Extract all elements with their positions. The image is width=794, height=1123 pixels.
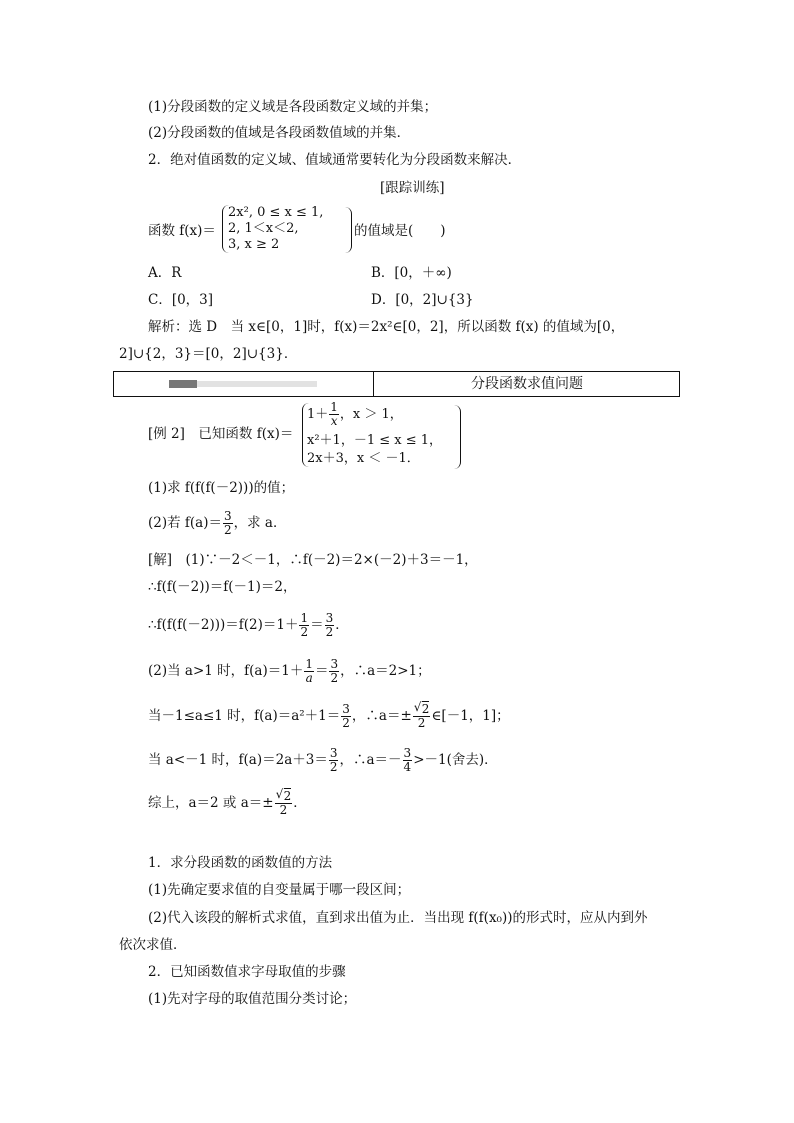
solution-line-7	[148, 790, 307, 817]
q2-suffix: ，求 a．	[233, 515, 287, 531]
fraction-denominator: 2	[325, 625, 334, 639]
s6-fraction-1	[329, 747, 339, 774]
example-case-1-suffix: ，x ＞ 1，	[339, 407, 403, 422]
fraction-denominator: 2	[279, 803, 288, 817]
training-right-brace	[345, 207, 352, 253]
option-a: A．R	[148, 265, 182, 281]
s5-middle: ，∴a＝±	[351, 708, 412, 724]
s3-end: ．	[335, 617, 349, 633]
s7-suffix: ．	[293, 795, 307, 811]
solution-line-6	[148, 747, 498, 774]
q2-prefix: (2)若 f(a)＝	[148, 515, 222, 531]
fraction-denominator: 4	[403, 760, 412, 774]
section-title-bar	[113, 371, 680, 397]
fraction-numerator: 3	[329, 746, 338, 760]
s7-sqrt-fraction	[275, 790, 293, 817]
s3-equals: ＝	[310, 617, 324, 633]
option-b: B．[0，＋∞)	[371, 265, 452, 281]
fraction-numerator: 3	[330, 657, 339, 671]
q2-fraction	[223, 510, 233, 537]
s3-fraction-1	[299, 612, 309, 639]
solution-line-3	[148, 612, 349, 639]
summary-line-5: 2．已知函数值求字母取值的步骤	[148, 964, 346, 980]
s5-suffix: ∈[－1，1]；	[431, 708, 510, 724]
fraction-numerator: 3	[403, 746, 412, 760]
solution-line-1: [解] (1)∵－2＜－1，∴f(－2)＝2×(－2)＋3＝－1，	[148, 552, 478, 568]
fraction-denominator: 2	[330, 671, 339, 685]
training-heading: [跟踪训练]	[380, 180, 445, 196]
example-question-2	[148, 510, 286, 537]
example-case-1	[307, 401, 442, 428]
s4-suffix: ，∴a＝2>1；	[340, 663, 431, 679]
fraction-denominator: a	[305, 671, 313, 685]
example-question-1: (1)求 f(f(f(－2)))的值；	[148, 480, 295, 496]
intro-line-2: (2)分段函数的值域是各段函数值域的并集．	[148, 125, 411, 141]
s6-suffix: >－1(舍去)．	[413, 752, 498, 768]
summary-line-3: (2)代入该段的解析式求值，直到求出值为止．当出现 f(f(x₀))的形式时，应从内到外	[148, 910, 648, 926]
training-stem-suffix: 的值域是( )	[354, 223, 446, 239]
solution-line-2: ∴f(f(－2))＝f(－1)＝2，	[148, 579, 297, 595]
s6-fraction-2	[403, 747, 413, 774]
s5-fraction-1	[341, 703, 351, 730]
fraction-denominator: x	[330, 414, 338, 428]
s3-fraction-2	[325, 612, 335, 639]
fraction-numerator	[413, 703, 431, 717]
sqrt-symbol	[276, 790, 292, 803]
fraction-denominator: 2	[300, 625, 309, 639]
s4-equals: ＝	[314, 663, 329, 679]
example-case-3: 2x＋3，x ＜ －1．	[307, 451, 420, 466]
example-right-brace	[454, 405, 461, 469]
intro-line-1: (1)分段函数的定义域是各段函数定义域的并集；	[148, 99, 438, 115]
solution-line-5	[148, 703, 510, 730]
radicand: 2	[421, 702, 430, 716]
training-case-2: 2, 1＜x＜2,	[228, 221, 299, 236]
sqrt-symbol	[414, 703, 430, 716]
training-stem-prefix: 函数 f(x)＝	[148, 223, 216, 239]
analysis-line-1: 解析：选 D 当 x∈[0，1]时，f(x)＝2x²∈[0，2]，所以函数 f(x) 的值域为[0，	[148, 319, 625, 335]
example-case-2: x²＋1，－1 ≤ x ≤ 1，	[307, 433, 443, 448]
s6-prefix: 当 a<－1 时，f(a)＝2a＋3＝	[148, 752, 328, 768]
fraction-numerator	[275, 790, 293, 804]
fraction-denominator: 2	[342, 716, 350, 730]
s3-prefix: ∴f(f(f(－2)))＝f(2)＝1＋	[148, 617, 299, 633]
fraction-denominator: 2	[224, 523, 232, 537]
training-case-1: 2x², 0 ≤ x ≤ 1,	[228, 205, 324, 220]
option-c: C．[0，3]	[148, 292, 214, 308]
example-cases	[307, 401, 442, 468]
fraction-denominator: 2	[329, 760, 338, 774]
section-tag-cell	[114, 372, 374, 396]
training-case-3: 3, x ≥ 2	[228, 237, 280, 252]
example-case-1-fraction	[329, 401, 339, 428]
fraction-numerator: 3	[325, 611, 334, 625]
solution-line-4	[148, 658, 431, 685]
fraction-numerator: 1	[300, 611, 309, 625]
summary-line-1: 1．求分段函数的函数值的方法	[148, 855, 333, 871]
analysis-line-2: 2]∪{2，3}＝[0，2]∪{3}．	[119, 346, 298, 362]
summary-line-6: (1)先对字母的取值范围分类讨论；	[148, 991, 357, 1007]
s4-prefix: (2)当 a>1 时，f(a)＝1＋	[148, 663, 304, 679]
fraction-numerator: 3	[342, 702, 350, 716]
example-case-1-prefix: 1＋	[307, 407, 329, 422]
summary-line-4: 依次求值．	[119, 937, 187, 953]
summary-line-2: (1)先确定要求值的自变量属于哪一段区间；	[148, 882, 411, 898]
fraction-numerator: 1	[330, 400, 338, 414]
section-tag-logo	[169, 380, 197, 388]
s7-prefix: 综上，a＝2 或 a＝±	[148, 795, 274, 811]
s6-middle: ，∴a＝－	[339, 752, 402, 768]
s5-prefix: 当－1≤a≤1 时，f(a)＝a²＋1＝	[148, 708, 341, 724]
s4-fraction-1	[304, 658, 314, 685]
s4-fraction-2	[329, 658, 339, 685]
fraction-numerator: 1	[305, 657, 313, 671]
option-d: D．[0，2]∪{3}	[371, 292, 474, 308]
intro-line-3: 2．绝对值函数的定义域、值域通常要转化为分段函数来解决．	[148, 152, 522, 168]
example-label: [例 2] 已知函数 f(x)＝	[148, 426, 294, 442]
fraction-numerator: 3	[224, 509, 232, 523]
training-cases	[228, 205, 323, 253]
section-title: 分段函数求值问题	[471, 376, 583, 392]
s5-sqrt-fraction	[413, 703, 431, 730]
fraction-denominator: 2	[417, 716, 426, 730]
radicand: 2	[283, 789, 292, 803]
